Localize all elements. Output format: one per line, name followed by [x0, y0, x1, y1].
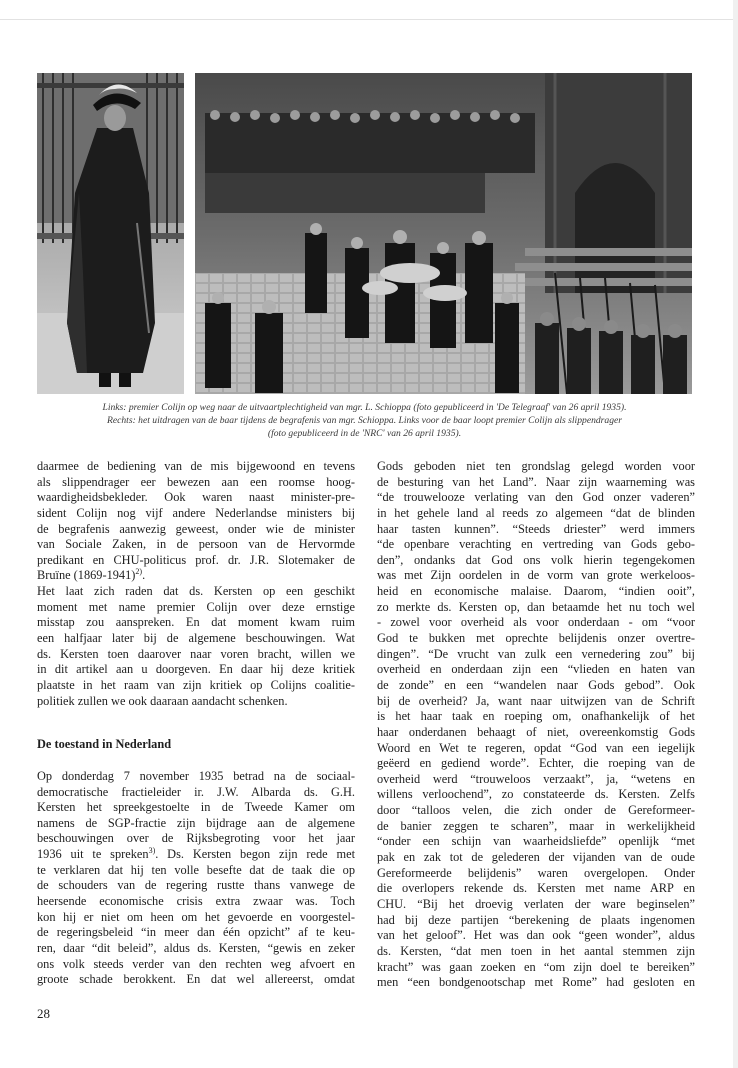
- text-line: beschouwingen over de Rijksbegroting voor het jaar: [37, 831, 355, 846]
- text-line: ren, daar “dit beleid”, aldus ds. Kersten, “gewis en zeker: [37, 940, 355, 955]
- text-line: willens verloochend”, zo constateerde ds. Kersten. Zelfs: [377, 787, 695, 802]
- text-line: misstap zou aanspreken. En dat moment kwam ruim: [37, 615, 355, 630]
- text-line: kon hij er niet om heen om het gevoerde en voorgestel-: [37, 909, 355, 924]
- text-line: heid en economische malaise. Daarom, “indien ooit”,: [377, 584, 695, 599]
- spacer: [37, 709, 355, 737]
- text-fragment: 1936 uit te spreken: [37, 847, 149, 862]
- text-line: ds. Kersten toen daarover naar voren bracht, willen we: [37, 646, 355, 661]
- text-line: politiek zullen we ook daaraan aandacht schenken.: [37, 693, 288, 708]
- top-rule: [0, 19, 738, 20]
- text-line: plaatste in het raam van zijn kritiek op Colijns coalitie-: [37, 677, 355, 692]
- text-line: ds. Kersten, “dat men toen in het aantal stemmen zijn: [377, 943, 695, 958]
- text-line: men “een bondgenootschap met Rome” had gesloten en: [377, 975, 695, 990]
- text-line: in het gehele land al reeds zo algemeen “dat de blinden: [377, 505, 695, 520]
- text-line: God te bukken met oprechte belijdenis onzer overtre-: [377, 631, 695, 646]
- text-line: te verklaren dat hij ten volle besefte dat de taak die op: [37, 862, 355, 877]
- text-line: haar onderdanen behaagt of niet, overeenkomstig Gods: [377, 724, 695, 739]
- text-line: overheid en onderdaan zijn een “vlieden en haten van: [377, 662, 695, 677]
- text-line: democratische fractieleider ir. J.W. Albarda ds. G.H.: [37, 784, 355, 799]
- text-line: van het geloof”. Het was dan ook “geen wonder”, aldus: [377, 928, 695, 943]
- text-line: Gods geboden niet ten grondslag gelegd worden voor: [377, 459, 695, 473]
- text-line: die overlopers rekende ds. Kersten met name ARP en: [377, 881, 695, 896]
- text-line: Het laat zich raden dat ds. Kersten op een geschikt: [37, 584, 355, 599]
- page-number: 28: [37, 1006, 50, 1021]
- right-column: [377, 459, 695, 991]
- text-line: de besturing van het Land”. Naar zijn waarneming was: [377, 474, 695, 489]
- text-line: [37, 847, 355, 863]
- text-line: “onder een schijn van waarheidsliefde” openlijk “met: [377, 834, 695, 849]
- text-line: in dit artikel aan u doorgeven. En daar hij deze kritiek: [37, 662, 355, 677]
- text-line: de zonde” en een “wandelen naar Gods gebod”. Ook: [377, 677, 695, 692]
- photo-colijn: [37, 73, 184, 394]
- photo-funeral-procession: [195, 73, 692, 394]
- caption-line: Links: premier Colijn op weg naar de uitvaartplechtigheid van mgr. L. Schioppa (foto gepubliceerd in 'De Telegraaf' van 26 april 1935).: [102, 402, 627, 413]
- text-line: had bij deze partijen “berekening de plaats ingenomen: [377, 912, 695, 927]
- page-edge: [733, 0, 738, 1068]
- section-heading: De toestand in Nederland: [37, 737, 172, 752]
- text-line: waardigheidsbekleder. Ook waren naast minister-pre-: [37, 490, 355, 505]
- text-fragment: Bruïne (1869-1941): [37, 568, 136, 583]
- text-line: den”, ondanks dat God ons volk hierin tegengekomen: [377, 552, 695, 567]
- text-line: zo merkte ds. Kersten op, dan betaamde het nu toch wel: [377, 599, 695, 614]
- text-line: als slippendrager eer bewezen aan een roomse hoog-: [37, 474, 355, 489]
- footnote-ref: 3): [148, 845, 156, 855]
- text-line: door “talloos velen, die zich onder de Gereformeer-: [377, 803, 695, 818]
- text-line: moment met name premier Colijn over deze ernstige: [37, 599, 355, 614]
- spacer: [37, 753, 355, 769]
- text-line: Op donderdag 7 november 1935 betrad na de sociaal-: [37, 768, 355, 783]
- caption-line: (foto gepubliceerd in de 'NRC' van 26 april 1935).: [267, 428, 462, 440]
- text-line: de schouders van de regering rustte thans vanwege de: [37, 878, 355, 893]
- text-line: Woord en Wet te regeren, opdat “God van een iegelijk: [377, 740, 695, 755]
- text-line: CHU. “Bij het droevig verlaten der ware beginselen”: [377, 896, 695, 911]
- left-column: [37, 459, 355, 988]
- text-line: [37, 568, 355, 584]
- text-line: daarmee de bediening van de mis bijgewoond en tevens: [37, 459, 355, 473]
- text-line: groote schade berokkent. En dat wel allereerst, omdat: [37, 972, 355, 987]
- text-line: bij de overheid? Ja, want naar uitwijzen van de Schrift: [377, 693, 695, 708]
- text-line: dingen”. “De vrucht van zulk een vernedering zou” bij: [377, 646, 695, 661]
- text-line: namens de SGP-fractie zijn bijdrage aan de algemene: [37, 815, 355, 830]
- text-line: Kersten het spreekgestoelte in de Tweede Kamer om: [37, 800, 355, 815]
- text-line: sident Colijn nog vijf andere Nederlandse ministers bij: [37, 505, 355, 520]
- text-line: pak en zak tot de gelederen der vijanden van de oude: [377, 850, 695, 865]
- text-line: - zowel voor overheid als voor onderdaan - om “voor: [377, 615, 695, 630]
- text-line: is het haar taak en roeping om, onafhankelijk of het: [377, 709, 695, 724]
- text-line: “de openbare verachting en vertreding van Gods gebo-: [377, 537, 695, 552]
- photo-caption: [37, 401, 692, 441]
- text-line: van Sociale Zaken, in de persoon van de Hervormde: [37, 537, 355, 552]
- text-line: de regeringsbeleid “in meer dan één opzicht” af te keu-: [37, 925, 355, 940]
- text-line: de begrafenis aanwezig geweest, onder wie de minister: [37, 521, 355, 536]
- text-line: de banier zeggen te scharen”, maar in werkelijkheid: [377, 818, 695, 833]
- text-line: predikant en CHU-politicus prof. dr. J.R. Slotemaker de: [37, 552, 355, 567]
- text-line: haar tasten kunnen”. “Steeds driester” werd immers: [377, 521, 695, 536]
- text-line: overheid werd “trouweloos verzaakt”, ja, “wetens en: [377, 771, 695, 786]
- caption-line: Rechts: het uitdragen van de baar tijdens de begrafenis van mgr. Schioppa. Links voor de baar loopt premier Colijn als slippendrager: [107, 415, 622, 427]
- text-line: was met Zijn oordelen in de vorm van grote werkeloos-: [377, 568, 695, 583]
- text-line: kracht” was gaan zoeken en “om zijn doel te bereiken”: [377, 959, 695, 974]
- footnote-ref: 2): [135, 567, 143, 577]
- text-fragment: .: [142, 568, 146, 583]
- text-line: geëerd en gediend worde”. Echter, die roeping van de: [377, 756, 695, 771]
- text-line: heersende economische crisis extra zwaar was. Toch: [37, 894, 355, 909]
- text-line: Gereformeerde belijdenis” waren overgelopen. Onder: [377, 865, 695, 880]
- text-line: een halfjaar later bij de algemene beschouwingen. Wat: [37, 631, 355, 646]
- text-line: “de trouwelooze verlating van den God onzer vaderen”: [377, 490, 695, 505]
- text-line: ons volk steeds verder van den rechten weg afvoert en: [37, 956, 355, 971]
- text-fragment: . Ds. Kersten begon zijn rede met: [155, 847, 356, 862]
